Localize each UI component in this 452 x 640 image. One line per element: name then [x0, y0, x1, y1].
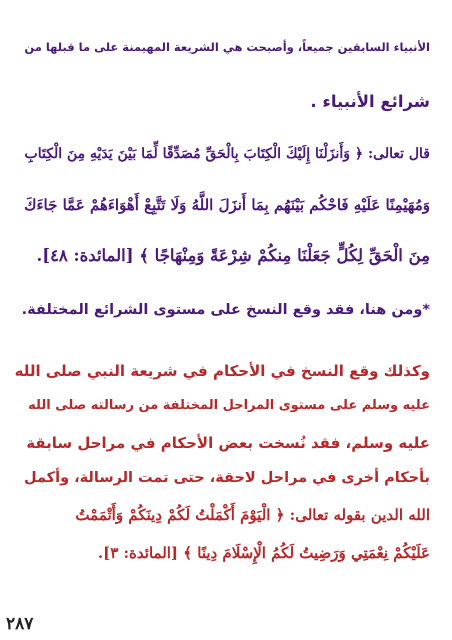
page-number: ٢٨٧	[6, 614, 34, 634]
paragraph2-line4: بأحكام أخرى في مراحل لاحقة، حتى تمت الرسالة، وأكمل	[24, 470, 430, 486]
paragraph1-line1: الأنبياء السابقين جميعاً، وأصبحت هي الشريعة المهيمنة على ما قبلها من	[24, 40, 430, 54]
note-line: *ومن هنا، فقد وقع النسخ على مستوى الشرائع المختلفة.	[21, 302, 430, 318]
paragraph2-line2: عليه وسلم على مستوى المراحل المختلفة من رسالته صلى الله	[28, 398, 430, 413]
paragraph1-line2: شرائع الأنبياء .	[310, 92, 430, 111]
verse-line1: قال تعالى: ﴿ وَأَنزَلْنَا إِلَيْكَ الْكِتَابَ بِالْحَقِّ مُصَدِّقًا لِّمَا بَيْنَ يَدَيْهِ مِنَ الْكِتَابِ	[24, 146, 430, 162]
verse-line2: وَمُهَيْمِنًا عَلَيْهِ فَاحْكُم بَيْنَهُم بِمَا أَنزَلَ اللَّهُ وَلَا تَتَّبِعْ أَهْوَاءَهُمْ عَمَّا جَاءَكَ	[24, 196, 430, 214]
paragraph2-line1: وكذلك وقع النسخ في الأحكام في شريعة النبي صلى الله	[14, 362, 430, 380]
verse-line3: مِنَ الْحَقِّ لِكُلٍّ جَعَلْنَا مِنكُمْ شِرْعَةً وَمِنْهَاجًا ﴾ [المائدة: ٤٨].	[36, 246, 430, 265]
paragraph2-line5: الله الدين بقوله تعالى: ﴿ الْيَوْمَ أَكْمَلْتُ لَكُمْ دِينَكُمْ وَأَتْمَمْتُ	[75, 506, 430, 524]
paragraph2-line3: عليه وسلم، فقد نُسخت بعض الأحكام في مراحل سابقة	[26, 434, 430, 452]
paragraph2-line6: عَلَيْكُمْ نِعْمَتِي وَرَضِيتُ لَكُمُ الْإِسْلَامَ دِينًا ﴾ [المائدة: ٣].	[97, 544, 430, 562]
